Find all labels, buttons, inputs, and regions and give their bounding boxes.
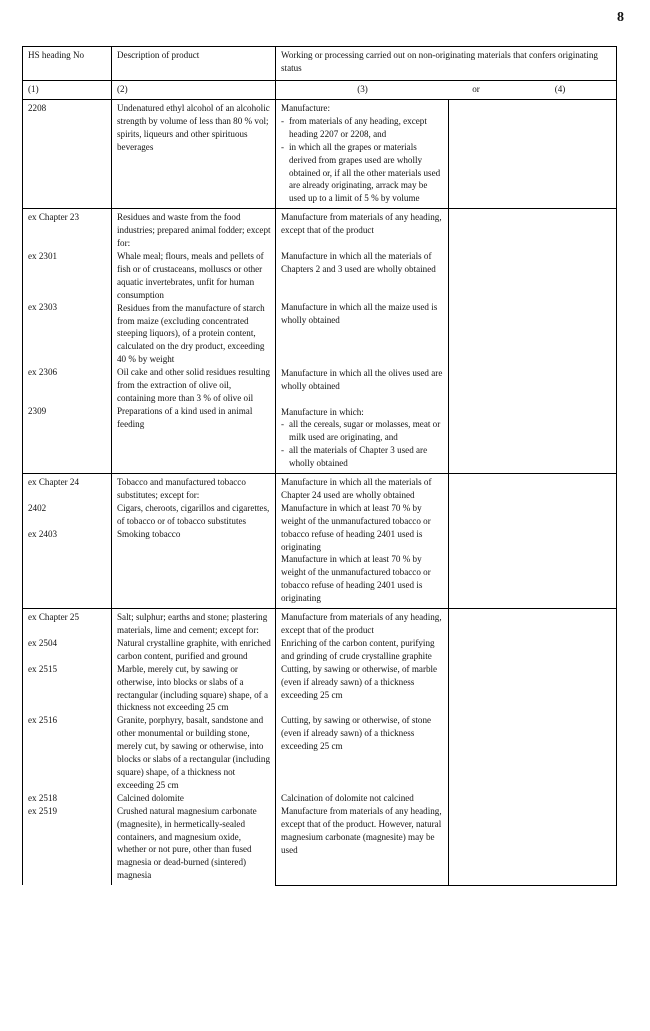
hs-heading-cell — [23, 474, 112, 609]
description-cell — [112, 609, 276, 886]
working-condition-item: - from materials of any heading, except heading 2207 or 2208, and — [281, 115, 444, 141]
working-processing-text: Cutting, by sawing or otherwise, of stone (even if already sawn) of a thickness exceeding 25 cm — [281, 715, 432, 752]
table-row — [23, 100, 617, 209]
table-row — [23, 474, 617, 609]
column-number-2: (2) — [112, 81, 276, 100]
working-processing-text: Manufacture in which all the materials of Chapters 2 and 3 used are wholly obtained — [281, 251, 436, 274]
working-processing-text: Enriching of the carbon content, purifying and grinding of crude crystalline graphite — [281, 637, 435, 661]
working-processing-text: Manufacture from materials of any heading, except that of the product. However, natural magnesium carbonate (magnesite) may be used — [281, 806, 442, 855]
working-processing-text: Calcination of dolomite not calcined — [281, 793, 414, 804]
working-lead-text: Manufacture in which: — [281, 406, 364, 417]
hs-heading-value: ex 2306 — [28, 366, 58, 377]
description-text: Marble, merely cut, by sawing or otherwise, into blocks or slabs of a rectangular (including square) shape, of a thickness not exceeding 25 cm — [117, 663, 268, 713]
hs-heading-value: ex 2518 — [28, 792, 58, 803]
working-processing-cell — [276, 209, 449, 474]
working-processing-text: Manufacture in which at least 70 % by weight of the unmanufactured tobacco or tobacco refuse of heading 2401 used is originating — [281, 554, 431, 604]
column-number-4: (4) — [554, 84, 566, 94]
alternative-cell — [449, 474, 617, 609]
description-text: Smoking tobacco — [117, 528, 181, 539]
description-text: Undenatured ethyl alcohol of an alcoholic strength by volume of less than 80 % vol; spirits, liqueurs and other spirituous beverages — [117, 103, 270, 152]
hs-heading-value: 2402 — [28, 502, 47, 513]
alternative-cell — [449, 209, 617, 474]
description-text: Salt; sulphur; earths and stone; plastering materials, lime and cement; except for: — [117, 612, 268, 635]
description-text: Calcined dolomite — [117, 792, 184, 803]
working-processing-text: Manufacture from materials of any heading, except that of the product — [281, 212, 442, 236]
working-processing-cell — [276, 100, 449, 209]
working-lead-text: Manufacture: — [281, 103, 330, 113]
table-row — [23, 209, 617, 474]
description-text: Tobacco and manufactured tobacco substitutes; except for: — [117, 477, 246, 500]
origin-rules-table — [22, 46, 617, 886]
description-text: Preparations of a kind used in animal feeding — [117, 405, 253, 429]
header-hs-heading-no: HS heading No — [23, 47, 112, 81]
hs-heading-value: ex Chapter 24 — [28, 477, 80, 488]
description-text: Crushed natural magnesium carbonate (magnesite), in hermetically-sealed containers, and magnesium oxide, whether or not pure, other than fused magnesia or dead-burned (sintered) magnesia — [117, 805, 257, 881]
working-processing-text: Manufacture from materials of any heading, except that of the product — [281, 612, 442, 635]
working-condition-list — [281, 115, 444, 205]
description-text: Residues and waste from the food industries; prepared animal fodder; except for: — [117, 212, 271, 249]
working-processing-text: Manufacture in which all the materials of Chapter 24 used are wholly obtained — [281, 477, 432, 500]
column-number-1: (1) — [23, 81, 112, 100]
working-processing-text — [281, 102, 444, 205]
hs-heading-value: ex 2515 — [28, 663, 58, 674]
description-cell — [112, 100, 276, 209]
hs-heading-value: ex Chapter 23 — [28, 212, 80, 223]
working-processing-text: Manufacture in which all the olives used are wholly obtained — [281, 367, 443, 391]
hs-heading-value: ex 2301 — [28, 251, 58, 262]
hs-heading-value: ex 2504 — [28, 638, 58, 648]
description-text: Oil cake and other solid residues resulting from the extraction of olive oil, containing more than 3 % of olive oil — [117, 367, 271, 403]
hs-heading-cell — [23, 209, 112, 474]
description-cell — [112, 474, 276, 609]
column-number-3-4-cell — [276, 81, 617, 100]
table-row — [23, 609, 617, 886]
working-condition-item: - all the materials of Chapter 3 used are wholly obtained — [281, 444, 444, 470]
header-description-of-product: Description of product — [112, 47, 276, 81]
alternative-cell — [449, 100, 617, 209]
hs-heading-value: ex 2516 — [28, 714, 58, 725]
column-number-or: or — [472, 84, 480, 94]
description-text: Natural crystalline graphite, with enriched carbon content, purified and ground — [117, 637, 271, 661]
working-processing-cell — [276, 609, 449, 886]
header-working-or-processing: Working or processing carried out on non-originating materials that confers originating status — [276, 47, 617, 81]
working-processing-text — [281, 406, 444, 471]
hs-heading-value: ex 2519 — [28, 805, 58, 816]
hs-heading-value: ex Chapter 25 — [28, 612, 80, 623]
working-processing-text: Manufacture in which at least 70 % by weight of the unmanufactured tobacco or tobacco refuse of heading 2401 used is originating — [281, 502, 431, 552]
description-text: Granite, porphyry, basalt, sandstone and other monumental or building stone, merely cut, by sawing or otherwise, into blocks or slabs of a rectangular (including square) shape, of a thickness not exceeding 25 cm — [117, 715, 271, 790]
description-cell — [112, 209, 276, 474]
working-condition-item: - all the cereals, sugar or molasses, meat or milk used are originating, and — [281, 418, 444, 444]
working-processing-cell — [276, 474, 449, 609]
working-condition-item: - in which all the grapes or materials derived from grapes used are wholly obtained or, if all the other materials used are already originating, arrack may be used up to a limit of 5 % by volume — [281, 141, 444, 206]
description-text: Cigars, cheroots, cigarillos and cigarettes, of tobacco or of tobacco substitutes — [117, 502, 270, 526]
description-text: Residues from the manufacture of starch from maize (excluding concentrated steeping liquors), of a protein content, calculated on the dry product, exceeding 40 % by weight — [117, 302, 265, 365]
hs-heading-value: 2208 — [28, 103, 47, 113]
alternative-cell — [449, 609, 617, 886]
hs-heading-value: ex 2403 — [28, 528, 58, 539]
description-text: Whale meal; flours, meals and pellets of fish or of crustaceans, molluscs or other aquatic invertebrates, unfit for human consumption — [117, 250, 264, 300]
hs-heading-value: 2309 — [28, 405, 47, 416]
working-processing-text: Manufacture in which all the maize used is wholly obtained — [281, 301, 438, 325]
column-number-3: (3) — [357, 84, 368, 94]
table-body — [23, 100, 617, 886]
working-processing-text: Cutting, by sawing or otherwise, of marble (even if already sawn) of a thickness exceeding 25 cm — [281, 663, 438, 700]
hs-heading-cell — [23, 609, 112, 886]
table-column-number-row — [23, 81, 617, 100]
table-header-row — [23, 47, 617, 81]
working-condition-list — [281, 418, 444, 470]
page-number: 8 — [617, 10, 624, 25]
hs-heading-cell — [23, 100, 112, 209]
hs-heading-value: ex 2303 — [28, 302, 58, 313]
